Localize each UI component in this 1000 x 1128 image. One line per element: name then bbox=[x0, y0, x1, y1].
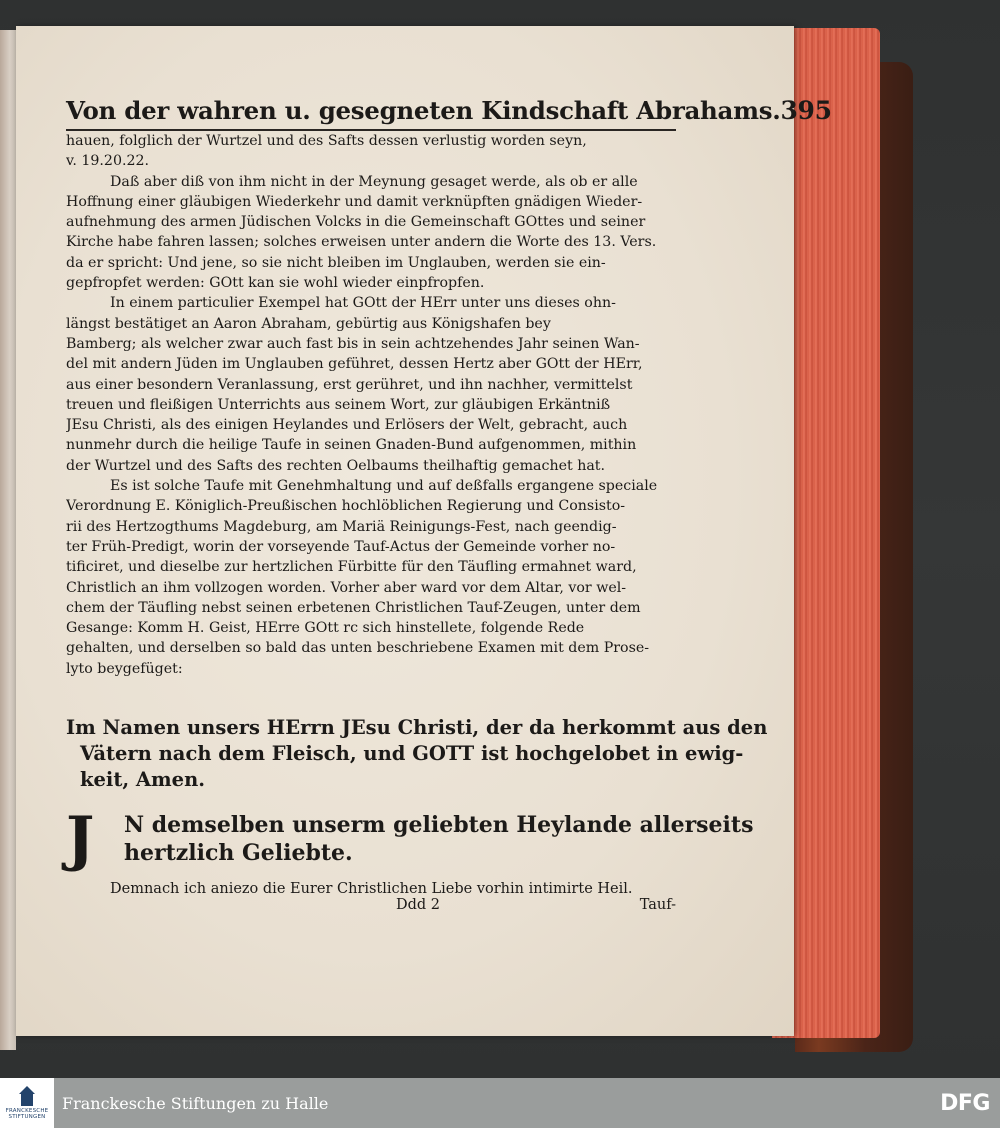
text-line: gehalten, und derselben so bald das unten beschriebene Examen mit dem Prose- bbox=[66, 640, 650, 657]
paragraph-4-cont bbox=[66, 496, 676, 679]
catchword: Tauf- bbox=[639, 897, 676, 914]
address-heading bbox=[66, 804, 754, 875]
left-page-edge bbox=[0, 30, 16, 1050]
paragraph-3-cont bbox=[66, 314, 676, 476]
text-line: hauen, folglich der Wurtzel und des Safts dessen verlustig worden seyn, bbox=[66, 133, 587, 149]
viewer-footer bbox=[0, 1078, 1000, 1128]
paragraph-1 bbox=[66, 131, 676, 172]
text-line: aus einer besondern Veranlassung, erst gerühret, und ihn nachher, vermittelst bbox=[66, 376, 633, 393]
text-line: Gesange: Komm H. Geist, HErre GOtt rc sich hinstellete, folgende Rede bbox=[66, 620, 585, 637]
text-line: Verordnung E. Königlich-Preußischen hochlöblichen Regierung und Consisto- bbox=[66, 498, 626, 515]
text-line: nunmehr durch die heilige Taufe in seinen Gnaden-Bund aufgenommen, mithin bbox=[66, 437, 637, 454]
invocation-line: Im Namen unsers HErrn JEsu Christi, der da herkommt aus den bbox=[66, 716, 768, 740]
book-page bbox=[16, 26, 832, 1036]
institution-name: Franckesche Stiftungen zu Halle bbox=[62, 1093, 329, 1113]
text-line: rii des Hertzogthums Magdeburg, am Mariä Reinigungs-Fest, nach geendig- bbox=[66, 518, 617, 535]
text-line: da er spricht: Und jene, so sie nicht bleiben im Unglauben, werden sie ein- bbox=[66, 254, 606, 271]
francke-logo[interactable] bbox=[0, 1078, 54, 1128]
text-line: JEsu Christi, als des einigen Heylandes und Erlösers der Welt, gebracht, auch bbox=[66, 417, 628, 434]
text-line: del mit andern Jüden im Unglauben geführet, dessen Hertz aber GOtt der HErr, bbox=[66, 356, 643, 373]
text-line: tificiret, und dieselbe zur hertzlichen Fürbitte für den Täufling ermahnet ward, bbox=[66, 559, 637, 576]
closing-line: Demnach ich aniezo die Eurer Christlichen Liebe vorhin intimirte Heil. bbox=[110, 881, 633, 898]
paragraph-3 bbox=[66, 293, 676, 313]
text-line: treuen und fleißigen Unterrichts aus seinem Wort, zur gläubigen Erkäntniß bbox=[66, 396, 611, 413]
invocation-heading bbox=[66, 715, 768, 793]
address-line: N demselben unserm geliebten Heylande allerseits bbox=[124, 812, 754, 839]
page-content bbox=[66, 96, 832, 914]
text-line: ter Früh-Predigt, worin der vorseyende Tauf-Actus der Gemeinde vorher no- bbox=[66, 538, 616, 555]
text-line: Christlich an ihm vollzogen worden. Vorher aber ward vor dem Altar, vor wel- bbox=[66, 579, 627, 596]
building-icon bbox=[17, 1086, 37, 1108]
text-line: chem der Täufling nebst seinen erbetenen Christlichen Tauf-Zeugen, unter dem bbox=[66, 599, 641, 616]
text-line: Hoffnung einer gläubigen Wiederkehr und damit verknüpften gnädigen Wieder- bbox=[66, 193, 643, 210]
invocation-line: Vätern nach dem Fleisch, und GOTT ist hochgelobet in ewig- bbox=[80, 742, 744, 766]
paragraph-2-cont bbox=[66, 192, 676, 293]
running-head-title: Von der wahren u. gesegneten Kindschaft Abrahams. bbox=[66, 96, 781, 125]
text-line: längst bestätiget an Aaron Abraham, gebürtig aus Königshafen bey bbox=[66, 315, 551, 332]
page-number: 395 bbox=[780, 96, 832, 125]
address-line: hertzlich Geliebte. bbox=[124, 840, 353, 867]
dfg-logo[interactable]: DFG bbox=[940, 1090, 990, 1116]
text-line: der Wurtzel und des Safts des rechten Oelbaums theilhaftig gemachet hat. bbox=[66, 457, 606, 474]
text-line: In einem particulier Exempel hat GOtt der HErr unter uns dieses ohn- bbox=[110, 295, 616, 312]
text-line: Daß aber diß von ihm nicht in der Meynung gesaget werde, als ob er alle bbox=[110, 173, 638, 190]
text-line: gepfropfet werden: GOtt kan sie wohl wieder einpfropfen. bbox=[66, 275, 485, 292]
paragraph-4 bbox=[66, 476, 676, 496]
logo-text-2: STIFTUNGEN bbox=[8, 1114, 46, 1120]
text-line: Es ist solche Taufe mit Genehmhaltung und auf deßfalls ergangene speciale bbox=[110, 478, 658, 495]
body-text bbox=[66, 131, 676, 679]
text-line: v. 19.20.22. bbox=[66, 153, 150, 170]
paragraph-2 bbox=[66, 172, 676, 192]
invocation-line: keit, Amen. bbox=[80, 768, 206, 792]
signature-mark: Ddd 2 bbox=[396, 897, 441, 914]
text-line: Kirche habe fahren lassen; solches erweisen unter andern die Worte des 13. Vers. bbox=[66, 234, 657, 251]
page-foot bbox=[66, 897, 676, 913]
logo-text-1: FRANCKESCHE bbox=[5, 1108, 49, 1114]
running-header bbox=[66, 96, 832, 131]
text-line: Bamberg; als welcher zwar auch fast bis in sein achtzehendes Jahr seinen Wan- bbox=[66, 335, 640, 352]
text-line: lyto beygefüget: bbox=[66, 660, 183, 677]
decorated-initial: J bbox=[66, 804, 95, 875]
text-line: aufnehmung des armen Jüdischen Volcks in die Gemeinschaft GOttes und seiner bbox=[66, 214, 646, 231]
